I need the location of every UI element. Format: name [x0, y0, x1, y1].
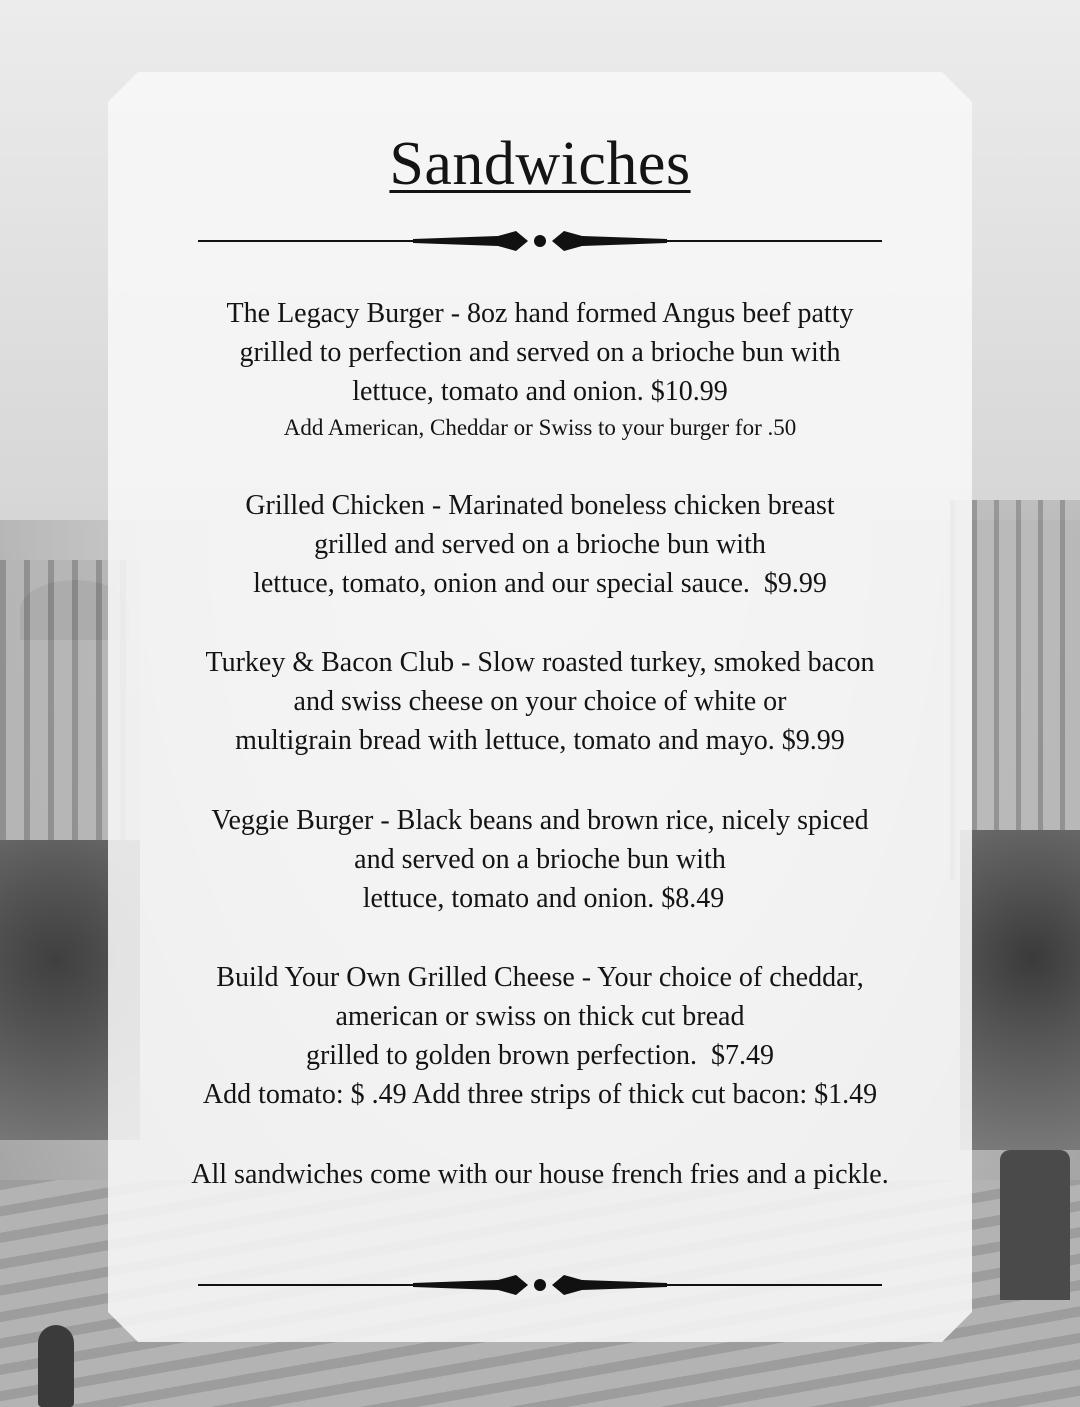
item-line: Build Your Own Grilled Cheese - Your choice of cheddar,	[216, 962, 864, 993]
menu-title	[0, 128, 1080, 200]
item-line: multigrain bread with lettuce, tomato and mayo. $9.99	[235, 725, 845, 756]
ornamental-divider-top	[198, 231, 882, 251]
menu-footer-note: All sandwiches come with our house french fries and a pickle.	[191, 1159, 889, 1190]
menu-item-grilled-chicken	[108, 486, 972, 603]
item-line: and swiss cheese on your choice of white or	[293, 686, 787, 717]
item-line: Grilled Chicken - Marinated boneless chicken breast	[245, 490, 835, 521]
ornamental-divider-bottom	[198, 1275, 882, 1295]
item-line: grilled to golden brown perfection. $7.49	[305, 1040, 775, 1071]
item-line: Add tomato: $ .49 Add three strips of thick cut bacon: $1.49	[202, 1079, 878, 1110]
item-line: lettuce, tomato and onion. $10.99	[352, 376, 728, 407]
item-line: Turkey & Bacon Club - Slow roasted turkey, smoked bacon	[205, 647, 875, 678]
item-line: and served on a brioche bun with	[354, 844, 726, 875]
menu-title-text: Sandwiches	[389, 130, 691, 198]
item-note: Add American, Cheddar or Swiss to your burger for .50	[283, 415, 797, 440]
item-line: grilled to perfection and served on a brioche bun with	[239, 337, 841, 368]
item-line: american or swiss on thick cut bread	[335, 1001, 745, 1032]
background-tram	[1000, 1150, 1070, 1300]
item-line: Veggie Burger - Black beans and brown rice, nicely spiced	[211, 805, 869, 836]
menu-item-legacy-burger	[108, 294, 972, 445]
item-line: lettuce, tomato, onion and our special sauce. $9.99	[253, 568, 827, 599]
item-line: The Legacy Burger - 8oz hand formed Angus beef patty	[226, 298, 854, 329]
background-figure	[38, 1325, 74, 1407]
menu-item-turkey-bacon-club	[108, 643, 972, 760]
item-line: grilled and served on a brioche bun with	[314, 529, 766, 560]
menu-item-veggie-burger	[108, 801, 972, 918]
background-trees-right	[960, 830, 1080, 1150]
menu-item-grilled-cheese	[108, 958, 972, 1114]
item-line: lettuce, tomato and onion. $8.49	[355, 883, 725, 914]
